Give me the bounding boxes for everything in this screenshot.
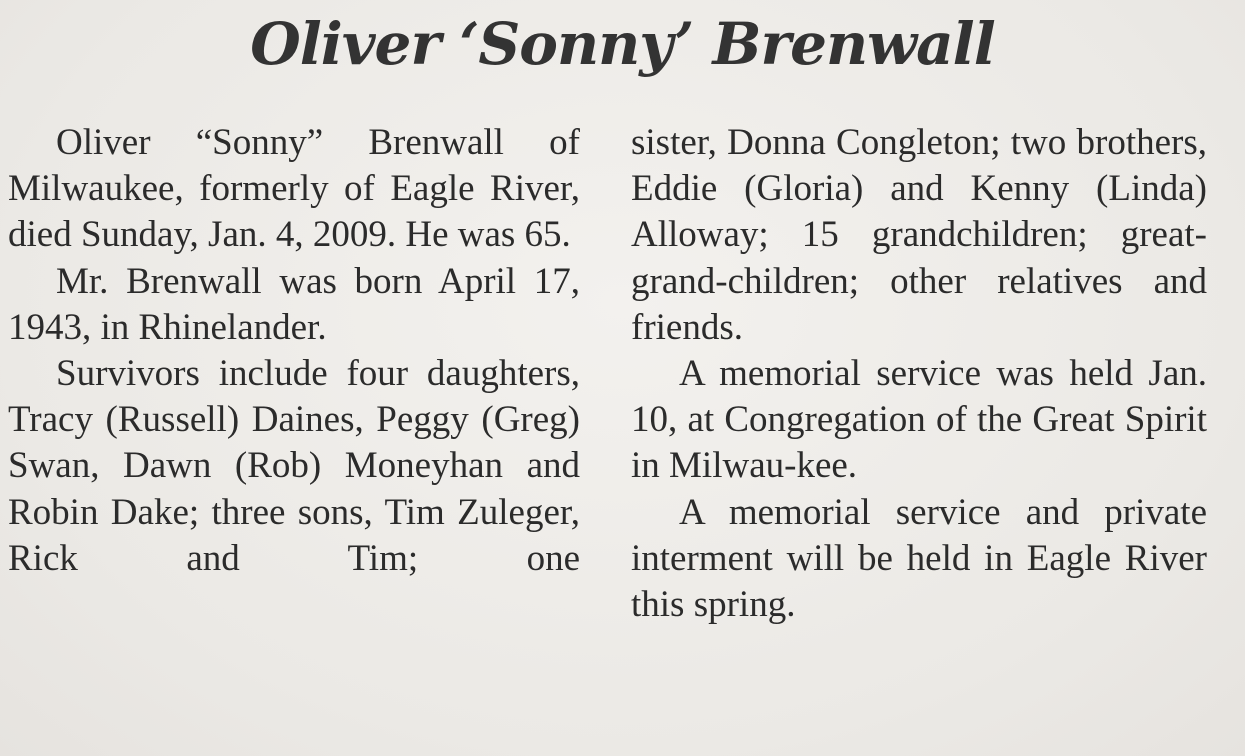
obituary-paragraph-memorial-eagle-river: A memorial service and private interment will be held in Eagle River this spring. <box>631 491 1207 626</box>
right-column <box>631 120 1207 628</box>
obituary-paragraph-survivors-continued: sister, Donna Congleton; two brothers, Eddie (Gloria) and Kenny (Linda) Alloway; 15 grandchildren; great-grand-children; other relatives and friends. <box>631 122 1207 348</box>
obituary-paragraph-memorial-milwaukee: A memorial service was held Jan. 10, at Congregation of the Great Spirit in Milwau-kee. <box>631 353 1207 487</box>
obituary-paragraph-death-notice: Oliver “Sonny” Brenwall of Milwaukee, formerly of Eagle River, died Sunday, Jan. 4, 2009. He was 65. <box>8 122 580 256</box>
obituary-paragraph-birth: Mr. Brenwall was born April 17, 1943, in Rhinelander. <box>8 260 580 348</box>
obituary-paragraph-survivors: Survivors include four daughters, Tracy (Russell) Daines, Peggy (Greg) Swan, Dawn (Rob) Moneyhan and Robin Dake; three sons, Tim Zuleger, Rick and Tim; one <box>8 353 580 579</box>
obituary-headline: Oliver ‘Sonny’ Brenwall <box>250 10 995 78</box>
left-column <box>8 120 580 582</box>
